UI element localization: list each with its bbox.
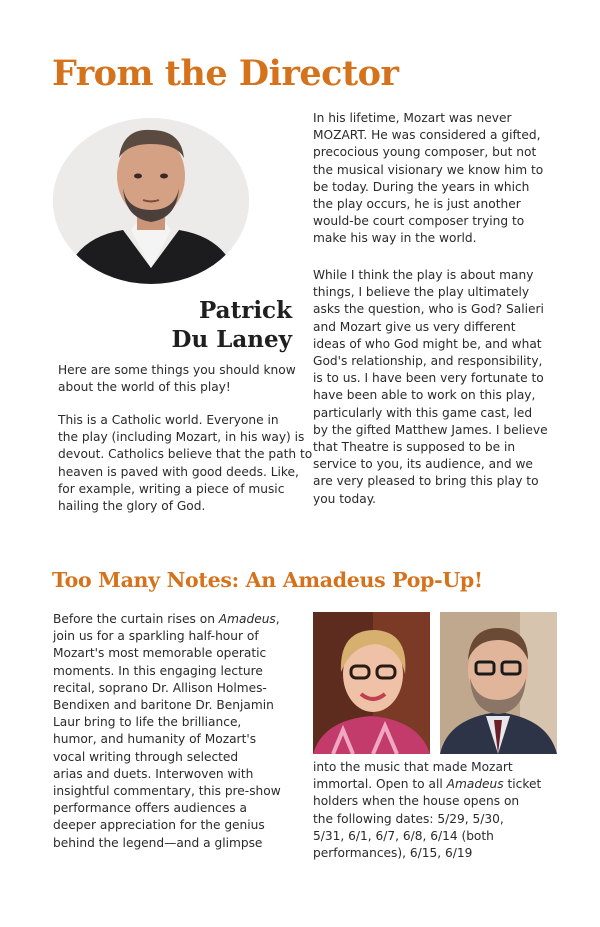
text-line: 5/31, 6/1, 6/7, 6/8, 6/14 (both <box>313 828 494 843</box>
text-line: particularly with this game cast, led <box>313 405 533 420</box>
text-line: moments. In this engaging lecture <box>53 663 263 678</box>
play-title-emphasis: Amadeus <box>446 777 504 792</box>
text-run: , <box>275 612 280 626</box>
text-line: by the gifted Matthew James. I believe <box>313 422 548 437</box>
text-line: and Mozart give us very different <box>313 319 516 334</box>
text-line: behind the legend—and a glimpse <box>53 835 263 850</box>
director-left-paragraph <box>58 412 312 515</box>
soprano-photo <box>313 612 430 754</box>
text-line: Here are some things you should know <box>58 363 296 377</box>
text-line: the play (including Mozart, in his way) is <box>58 430 305 445</box>
director-portrait <box>53 118 249 284</box>
text-line <box>53 611 281 628</box>
popup-right-paragraph <box>313 759 541 862</box>
text-line: While I think the play is about many <box>313 268 534 282</box>
text-line: holders when the house opens on <box>313 794 520 809</box>
text-line: into the music that made Mozart <box>313 760 513 774</box>
popup-heading: Too Many Notes: An Amadeus Pop-Up! <box>52 568 483 592</box>
text-line: deeper appreciation for the genius <box>53 818 265 833</box>
text-line: hailing the glory of God. <box>58 499 206 514</box>
text-line: ideas of who God might be, and what <box>313 336 542 351</box>
text-line: things, I believe the play ultimately <box>313 285 530 300</box>
text-line: is to us. I have been very fortunate to <box>313 371 544 386</box>
popup-left-paragraph <box>53 611 281 852</box>
text-line: service to you, its audience, and we <box>313 457 533 472</box>
text-line <box>313 776 541 793</box>
director-first-name: Patrick <box>199 297 292 324</box>
text-line: the play occurs, he is just another <box>313 197 521 212</box>
text-line: humor, and humanity of Mozart's <box>53 732 257 747</box>
text-line: recital, soprano Dr. Allison Holmes- <box>53 680 267 695</box>
text-line: precocious young composer, but not <box>313 145 537 160</box>
text-line: insightful commentary, this pre-show <box>53 784 281 799</box>
text-line: Mozart's most memorable operatic <box>53 646 267 661</box>
text-line: arias and duets. Interwoven with <box>53 766 254 781</box>
director-right-paragraph-1 <box>313 110 543 248</box>
text-run: Before the curtain rises on <box>53 612 219 626</box>
text-line: devout. Catholics believe that the path to <box>58 447 313 462</box>
text-line: the musical visionary we know him to <box>313 162 544 177</box>
text-line: about the world of this play! <box>58 380 231 395</box>
text-line: vocal writing through selected <box>53 749 239 764</box>
text-line: MOZART. He was considered a gifted, <box>313 128 541 143</box>
text-line: that Theatre is supposed to be in <box>313 440 516 455</box>
text-line: for example, writing a piece of music <box>58 481 285 496</box>
text-line: God's relationship, and responsibility, <box>313 354 543 369</box>
director-last-name: Du Laney <box>171 326 292 353</box>
text-line: the following dates: 5/29, 5/30, <box>313 811 504 826</box>
play-title-emphasis: Amadeus <box>218 612 276 626</box>
text-line: would-be court composer trying to <box>313 214 525 229</box>
text-line: have been able to work on this play, <box>313 388 536 403</box>
director-intro-paragraph <box>58 362 296 396</box>
text-line: are very pleased to bring this play to <box>313 474 539 489</box>
text-line: In his lifetime, Mozart was never <box>313 111 512 125</box>
director-right-paragraph-2 <box>313 267 548 508</box>
baritone-photo <box>440 612 557 754</box>
page-title: From the Director <box>52 53 399 94</box>
text-line: make his way in the world. <box>313 231 477 246</box>
text-line: Bendixen and baritone Dr. Benjamin <box>53 698 274 713</box>
text-run: ticket <box>503 777 542 792</box>
text-run: immortal. Open to all <box>313 777 447 792</box>
text-line: be today. During the years in which <box>313 179 530 194</box>
text-line: Laur bring to life the brilliance, <box>53 715 242 730</box>
text-line: performance offers audiences a <box>53 801 247 816</box>
text-line: performances), 6/15, 6/19 <box>313 846 473 861</box>
text-line: asks the question, who is God? Salieri <box>313 302 544 317</box>
text-line: This is a Catholic world. Everyone in <box>58 413 279 427</box>
text-line: heaven is paved with good deeds. Like, <box>58 464 299 479</box>
text-line: join us for a sparkling half-hour of <box>53 629 259 644</box>
text-line: you today. <box>313 491 377 506</box>
director-name <box>130 296 292 354</box>
